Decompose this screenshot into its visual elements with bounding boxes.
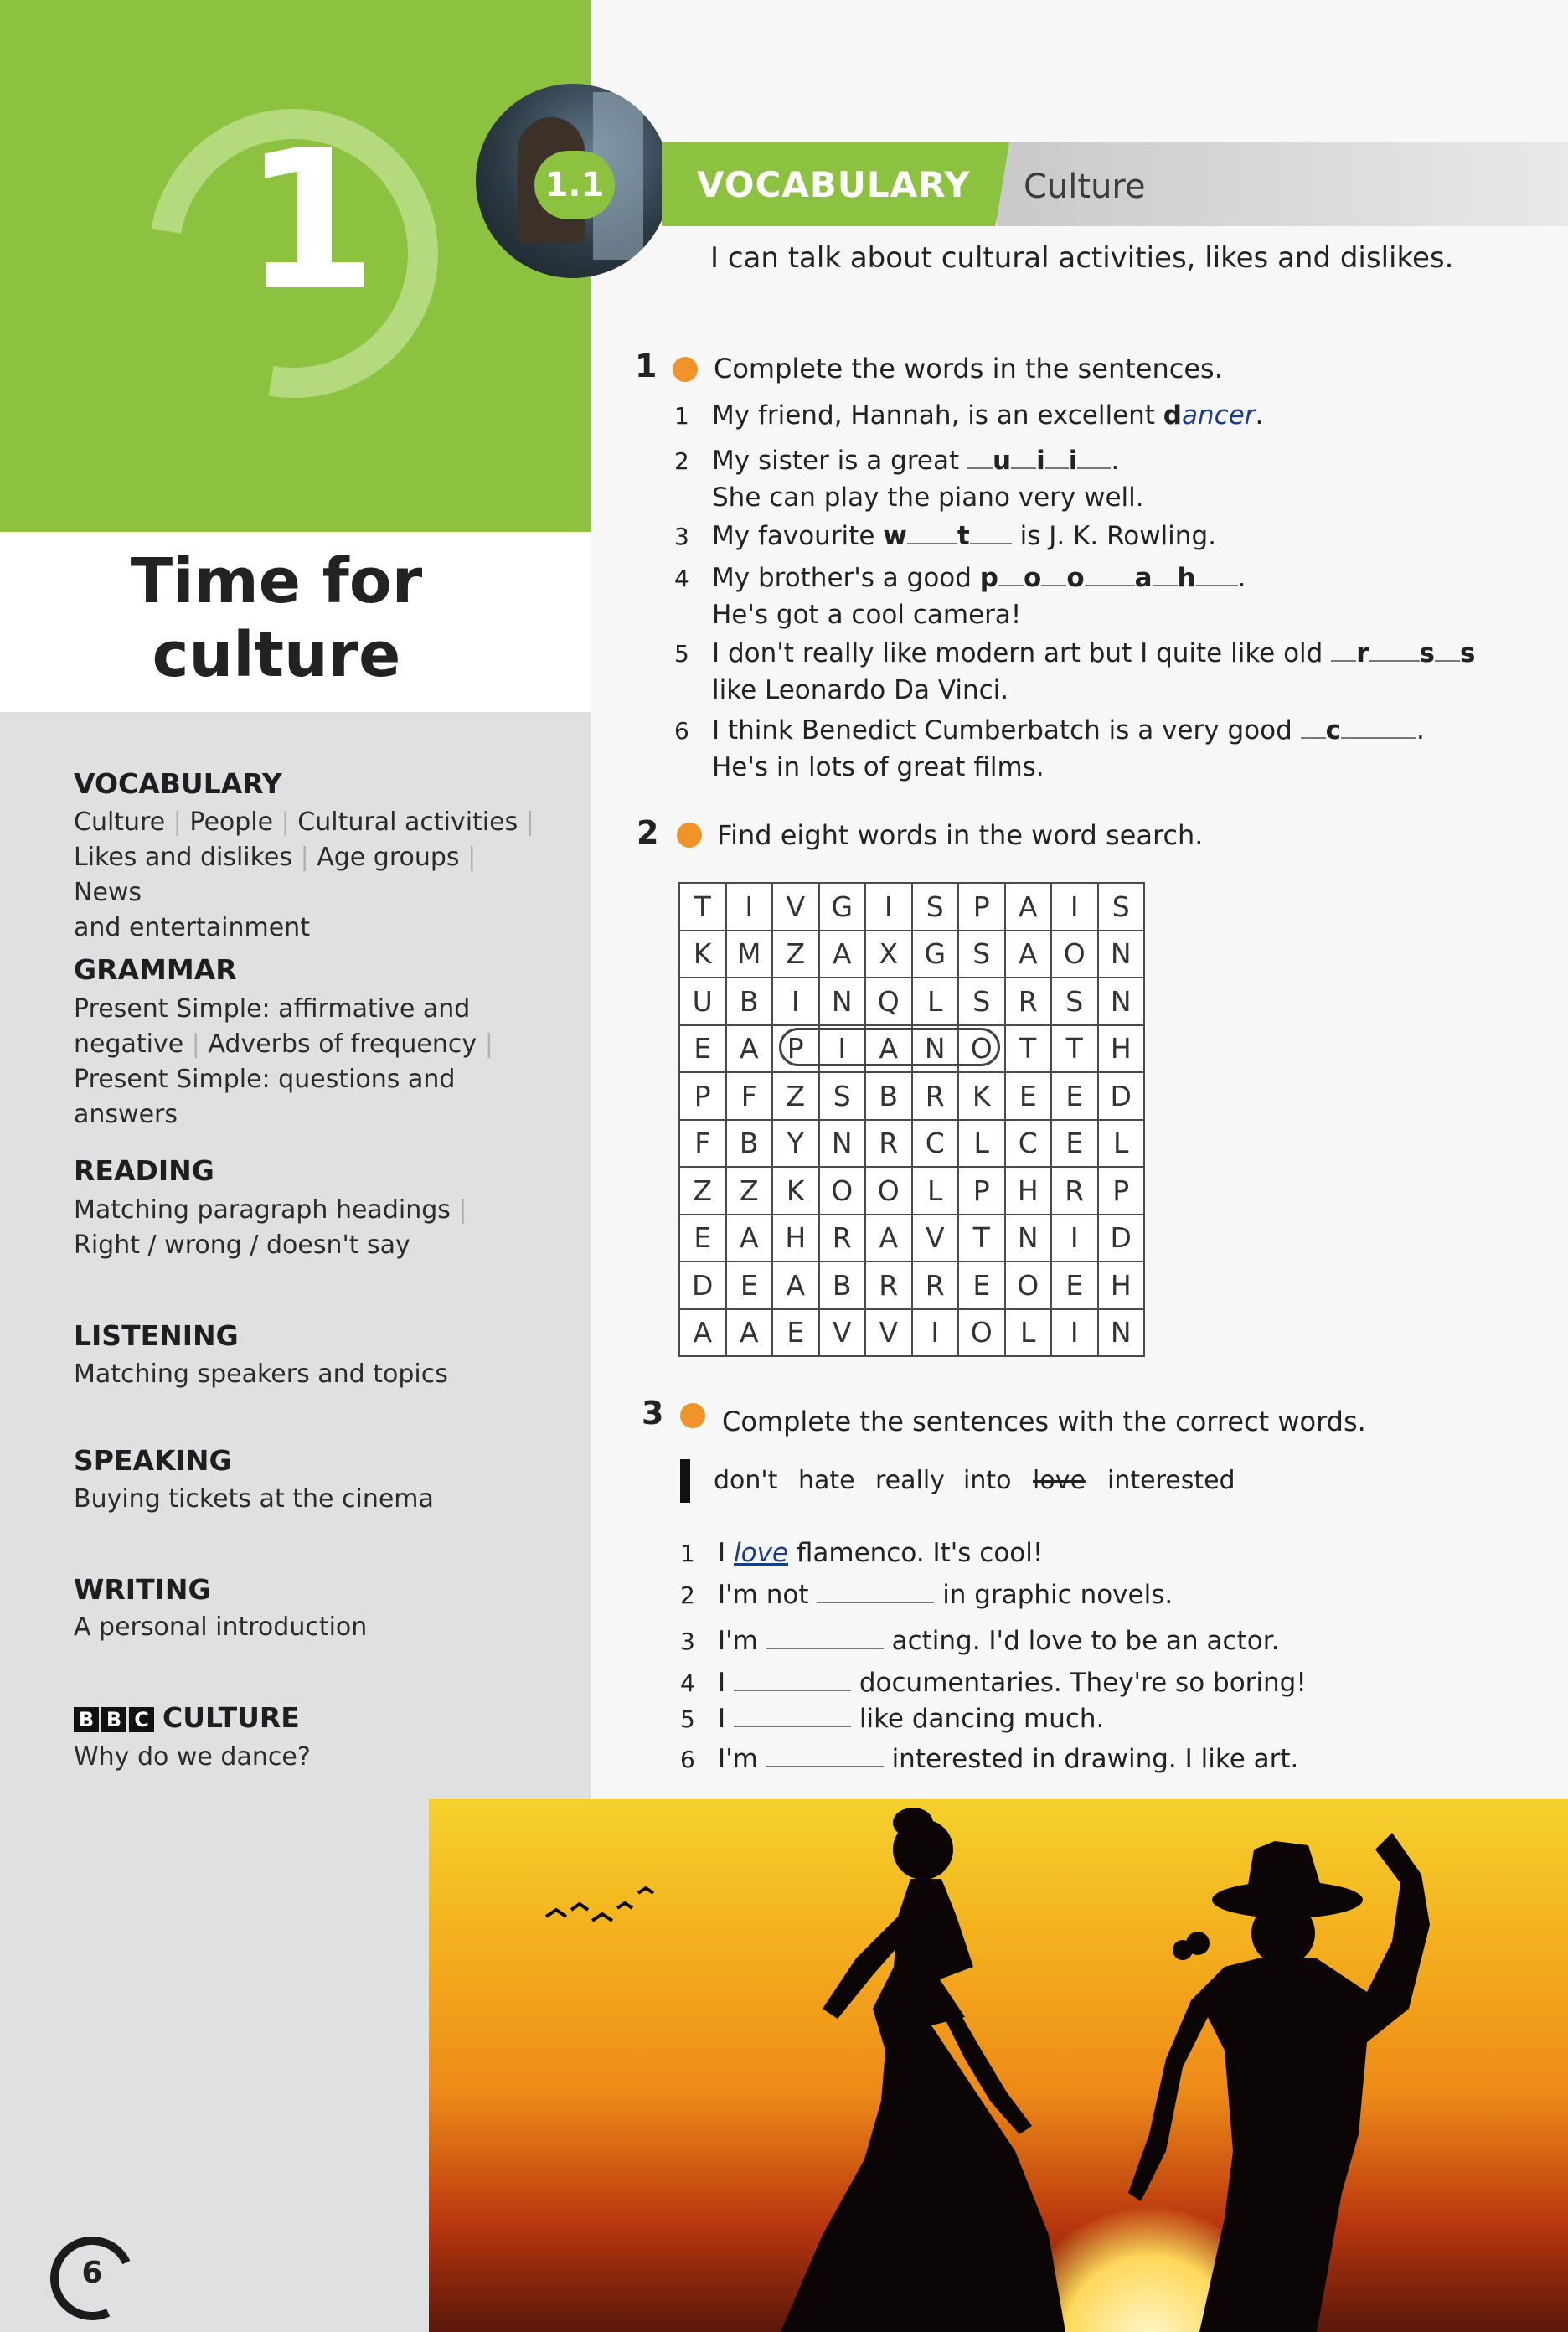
letter-blank[interactable] (1435, 637, 1460, 662)
bbc-logo-letter: B (74, 1707, 99, 1732)
word-search-cell[interactable]: Z (679, 1167, 726, 1215)
contents-line: Cultural activities (297, 807, 518, 837)
letter-blank[interactable] (1341, 714, 1416, 739)
word-search-row (679, 1072, 1144, 1120)
word-search-cell[interactable]: S (1098, 883, 1145, 931)
word-search-cell[interactable]: U (679, 978, 726, 1025)
contents-line: People (189, 807, 274, 837)
word-search-grid[interactable] (678, 882, 1145, 1357)
word-search-cell[interactable]: H (1098, 1261, 1145, 1309)
word-search-cell[interactable]: R (1051, 1167, 1098, 1215)
exercise-1-number: 1 (635, 348, 658, 384)
word-search-cell[interactable]: R (819, 1215, 866, 1262)
word-search-cell[interactable]: Z (772, 1072, 819, 1120)
contents-culture-text: Why do we dance? (74, 1742, 311, 1772)
word-bank-love: love (1033, 1466, 1086, 1495)
word-search-row (679, 1215, 1144, 1262)
exercise-2-number: 2 (637, 814, 659, 851)
item-number: 6 (674, 717, 689, 745)
word-search-cell[interactable]: T (958, 1215, 1005, 1262)
word-search-cell[interactable]: A (819, 931, 866, 978)
word-bank-into: into (963, 1466, 1012, 1495)
item-text: interested in drawing. I like art. (883, 1744, 1299, 1774)
contents-heading-vocabulary: VOCABULARY (74, 767, 282, 800)
contents-vocabulary-text: Culture | People | Cultural activities | Likes and dislikes | Age groups | News and entertainment (74, 807, 534, 942)
word-search-cell[interactable]: I (1051, 883, 1098, 931)
exercise-1-instruction: Complete the words in the sentences. (714, 353, 1223, 384)
answer-blank[interactable] (766, 1742, 884, 1767)
given-letter: r (1356, 638, 1369, 668)
word-search-cell[interactable]: O (819, 1167, 866, 1215)
word-search-cell[interactable]: C (1005, 1120, 1052, 1168)
word-search-cell[interactable]: V (865, 1309, 912, 1357)
exercise-dot-icon (680, 1403, 705, 1428)
word-search-cell[interactable]: O (958, 1309, 1005, 1357)
word-search-cell[interactable]: A (726, 1215, 773, 1262)
exercise-dot-icon (677, 823, 702, 848)
contents-heading-listening: LISTENING (74, 1319, 239, 1352)
given-letter: t (957, 521, 970, 551)
word-search-cell[interactable]: A (1005, 931, 1052, 978)
section-label: VOCABULARY (697, 164, 971, 205)
word-search-cell[interactable]: Z (726, 1167, 773, 1215)
word-search-cell[interactable]: N (819, 1120, 866, 1168)
word-search-cell[interactable]: N (1098, 931, 1145, 978)
letter-blank[interactable] (1331, 637, 1356, 662)
item-number: 3 (680, 1628, 695, 1655)
item-text: I think Benedict Cumberbatch is a very good (712, 715, 1292, 746)
word-search-cell[interactable]: H (772, 1215, 819, 1262)
woman-dancer-silhouette (781, 1808, 1065, 2332)
letter-blank[interactable] (998, 561, 1024, 586)
item-text: documentaries. They're so boring! (851, 1668, 1307, 1698)
bbc-logo-letter: B (101, 1707, 126, 1732)
word-search-cell[interactable]: K (772, 1167, 819, 1215)
word-search-cell[interactable]: Z (772, 931, 819, 978)
word-search-cell[interactable]: S (1051, 978, 1098, 1025)
given-letter: i (1036, 446, 1045, 476)
word-search-cell[interactable]: D (1098, 1215, 1145, 1262)
word-search-row (679, 1309, 1144, 1357)
word-search-row (679, 931, 1144, 978)
word-search-cell[interactable]: I (1051, 1309, 1098, 1357)
word-search-cell[interactable]: H (1005, 1167, 1052, 1215)
word-search-cell[interactable]: N (1098, 1309, 1145, 1357)
ex1-item-6[interactable]: 6 I think Benedict Cumberbatch is a very good c . (674, 712, 1425, 750)
given-letter: o (1066, 563, 1085, 593)
bbc-logo-letter: C (129, 1707, 154, 1732)
letter-blank[interactable] (970, 519, 1012, 544)
word-search-cell[interactable]: E (958, 1261, 1005, 1309)
given-letter: s (1419, 638, 1435, 668)
item-number: 3 (674, 523, 689, 550)
ex3-item-6[interactable] (680, 1741, 1298, 1778)
item-text: I'm not (718, 1580, 818, 1610)
contents-line: and entertainment (74, 913, 310, 942)
ex3-item-4[interactable] (680, 1664, 1307, 1702)
word-search-cell[interactable]: N (912, 1025, 959, 1073)
item-number: 4 (680, 1669, 695, 1697)
given-letter: c (1325, 715, 1341, 746)
word-search-cell[interactable]: L (1098, 1120, 1145, 1168)
contents-heading-speaking: SPEAKING (74, 1444, 232, 1477)
letter-blank[interactable] (1011, 444, 1036, 469)
word-search-cell[interactable]: L (912, 978, 959, 1025)
word-search-cell[interactable]: N (1098, 978, 1145, 1025)
answer-blank[interactable] (734, 1702, 851, 1727)
word-search-cell[interactable]: E (679, 1215, 726, 1262)
word-search-cell[interactable]: I (865, 883, 912, 931)
word-search-cell[interactable]: T (1051, 1025, 1098, 1073)
word-search-cell[interactable]: Q (865, 978, 912, 1025)
word-search-cell[interactable]: E (679, 1025, 726, 1073)
word-search-cell[interactable]: T (1005, 1025, 1052, 1073)
word-search-cell[interactable]: B (819, 1261, 866, 1309)
item-text: I don't really like modern art but I quite like old (712, 638, 1323, 668)
word-bank-marker (680, 1459, 690, 1503)
ex1-item-3[interactable] (674, 518, 1216, 555)
item-number: 1 (680, 1540, 695, 1567)
word-search-cell[interactable]: P (679, 1072, 726, 1120)
letter-blank[interactable] (1196, 561, 1238, 586)
topic-label: Culture (1024, 168, 1146, 206)
item-number: 1 (674, 402, 689, 430)
letter-blank[interactable] (1369, 637, 1420, 662)
man-dancer-silhouette (1128, 1833, 1430, 2332)
item-number: 5 (674, 640, 689, 668)
flamenco-dancers-photo (429, 1799, 1568, 2332)
word-search-cell[interactable]: R (912, 1261, 959, 1309)
item-number: 4 (674, 565, 689, 592)
given-letter: d (1163, 400, 1182, 431)
word-search-row (679, 1167, 1144, 1215)
word-search-cell[interactable]: O (958, 1025, 1005, 1073)
word-search-cell[interactable]: V (819, 1309, 866, 1357)
item-text: My favourite (712, 521, 884, 551)
bbc-logo (74, 1707, 154, 1732)
ex1-item-4[interactable]: 4 My brother's a good p o o a h . (674, 560, 1246, 597)
item-text: I (718, 1668, 734, 1698)
contents-line: Culture (74, 807, 166, 837)
word-search-cell[interactable]: P (772, 1025, 819, 1073)
contents-reading-text: Matching paragraph headings | Right / wrong / doesn't say (74, 1195, 467, 1260)
dancer-silhouettes (429, 1799, 1568, 2332)
contents-listening-text: Matching speakers and topics (74, 1359, 448, 1389)
word-search-cell[interactable]: F (679, 1120, 726, 1168)
word-search-cell[interactable]: A (679, 1309, 726, 1357)
contents-line: Age groups (317, 843, 460, 872)
item-text: . (1255, 400, 1264, 431)
lesson-number-badge: 1.1 (534, 151, 615, 219)
letter-blank[interactable] (1301, 714, 1326, 739)
item-number: 2 (674, 447, 689, 475)
given-letter: w (883, 521, 907, 551)
contents-line: Adverbs of frequency (208, 1029, 477, 1059)
word-search-cell[interactable]: S (958, 931, 1005, 978)
word-search-cell[interactable]: H (1098, 1025, 1145, 1073)
word-search-cell[interactable]: A (1005, 883, 1052, 931)
word-search-cell[interactable]: E (772, 1309, 819, 1357)
page-number: 6 (81, 2256, 103, 2290)
word-search-cell[interactable]: A (865, 1215, 912, 1262)
given-letter: u (992, 446, 1012, 476)
contents-line: Right / wrong / doesn't say (74, 1230, 410, 1260)
contents-heading-grammar: GRAMMAR (74, 953, 237, 986)
word-search-cell[interactable]: B (726, 978, 773, 1025)
word-search-cell[interactable]: R (865, 1120, 912, 1168)
word-search-cell[interactable]: A (772, 1261, 819, 1309)
unit-title (67, 544, 486, 692)
given-letter: p (979, 563, 998, 593)
ex3-item-5[interactable] (680, 1700, 1104, 1738)
item-number: 6 (680, 1746, 695, 1773)
contents-line: Likes and dislikes (74, 843, 293, 872)
word-search-cell[interactable]: S (958, 978, 1005, 1025)
given-letter: i (1068, 446, 1078, 476)
word-search-cell[interactable]: M (726, 931, 773, 978)
item-text: I'm (718, 1626, 766, 1656)
given-letter: h (1177, 563, 1196, 593)
given-letter: o (1024, 563, 1042, 593)
word-search-cell[interactable]: X (865, 931, 912, 978)
exercise-3-number: 3 (642, 1395, 664, 1432)
word-search-cell[interactable]: I (912, 1309, 959, 1357)
contents-heading-culture (74, 1701, 300, 1734)
item-text: like dancing much. (851, 1704, 1105, 1734)
ex1-item-2[interactable]: 2 My sister is a great u i i . (674, 442, 1119, 480)
word-search-cell[interactable]: O (1051, 931, 1098, 978)
exercise-2-instruction: Find eight words in the word search. (717, 819, 1204, 851)
letter-blank[interactable] (1085, 561, 1135, 586)
word-search-cell[interactable]: L (912, 1167, 959, 1215)
word-search-cell[interactable]: P (958, 883, 1005, 931)
word-search-cell[interactable]: L (1005, 1309, 1052, 1357)
item-text: My friend, Hannah, is an excellent (712, 400, 1163, 431)
letter-blank[interactable] (1153, 561, 1178, 586)
word-search-cell[interactable]: E (1051, 1072, 1098, 1120)
item-text: I (718, 1538, 734, 1568)
word-search-row (679, 1120, 1144, 1168)
contents-heading-writing: WRITING (74, 1573, 211, 1606)
item-text: is J. K. Rowling. (1019, 521, 1216, 551)
exercise-3-instruction: Complete the sentences with the correct words. (722, 1406, 1366, 1437)
item-text: I (718, 1704, 734, 1734)
unit-title-line-2: culture (152, 619, 401, 691)
ex1-item-5[interactable] (674, 635, 1475, 673)
item-text: flamenco. It's cool! (788, 1538, 1044, 1568)
word-search-cell[interactable]: C (912, 1120, 959, 1168)
word-search-cell[interactable]: D (679, 1261, 726, 1309)
word-search-cell[interactable]: T (679, 883, 726, 931)
word-search-cell[interactable]: F (726, 1072, 773, 1120)
word-search-cell[interactable]: L (958, 1120, 1005, 1168)
word-bank-interested: interested (1107, 1466, 1235, 1495)
word-search-cell[interactable]: V (772, 883, 819, 931)
word-search-cell[interactable]: B (726, 1120, 773, 1168)
word-search-row (679, 1261, 1144, 1309)
word-search-cell[interactable]: I (819, 1025, 866, 1073)
ex1-item-2-line-2: She can play the piano very well. (712, 482, 1144, 513)
contents-writing-text: A personal introduction (74, 1612, 368, 1642)
word-search-cell[interactable]: Y (772, 1120, 819, 1168)
unit-title-line-1: Time for (130, 545, 423, 617)
ex3-item-3[interactable] (680, 1623, 1279, 1660)
item-text: in graphic novels. (934, 1580, 1173, 1610)
item-text: I'm (718, 1744, 766, 1774)
contents-line: Matching paragraph headings (74, 1195, 451, 1225)
contents-heading-reading: READING (74, 1154, 214, 1187)
given-letter: a (1134, 563, 1153, 593)
word-search-cell[interactable]: K (679, 931, 726, 978)
word-bank-really: really (875, 1466, 945, 1495)
word-search-cell[interactable]: O (865, 1167, 912, 1215)
word-search-row (679, 883, 1144, 931)
item-number: 2 (680, 1581, 695, 1609)
word-search-cell[interactable]: P (958, 1167, 1005, 1215)
culture-heading-text: CULTURE (162, 1701, 300, 1734)
word-search-cell[interactable]: O (1005, 1261, 1052, 1309)
item-text: acting. I'd love to be an actor. (883, 1626, 1280, 1656)
birds-silhouette (546, 1888, 653, 1921)
item-text: My brother's a good (712, 563, 980, 593)
contents-grammar-text: Present Simple: affirmative and negative | Adverbs of frequency | Present Simple: questions and answers (74, 994, 493, 1129)
example-answer: ancer (1182, 400, 1256, 431)
ex1-item-5-line-2: like Leonardo Da Vinci. (712, 675, 1009, 705)
item-text: My sister is a great (712, 446, 960, 476)
chapter-number: 1 (243, 110, 378, 333)
letter-blank[interactable] (967, 444, 993, 469)
word-search-cell[interactable]: A (726, 1309, 773, 1357)
word-search-cell[interactable]: D (1098, 1072, 1145, 1120)
answer-blank[interactable] (766, 1624, 884, 1649)
word-search-cell[interactable]: E (1051, 1261, 1098, 1309)
example-word-circle (779, 1028, 1000, 1066)
word-bank-hate: hate (798, 1466, 855, 1495)
contents-line: Present Simple: affirmative and (74, 994, 471, 1024)
word-search-cell[interactable]: R (1005, 978, 1052, 1025)
word-search-cell[interactable]: A (865, 1025, 912, 1073)
word-search-cell[interactable]: P (1098, 1167, 1145, 1215)
word-search-cell[interactable]: E (726, 1261, 773, 1309)
word-search-cell[interactable]: G (819, 883, 866, 931)
word-search-cell[interactable]: I (1051, 1215, 1098, 1262)
word-search-cell[interactable]: R (865, 1261, 912, 1309)
word-search-cell[interactable]: E (1051, 1120, 1098, 1168)
letter-blank[interactable] (1045, 444, 1069, 469)
ex3-item-1 (680, 1535, 1043, 1572)
item-number: 5 (680, 1705, 695, 1733)
letter-blank[interactable] (907, 519, 957, 544)
word-search-cell[interactable]: R (912, 1072, 959, 1120)
word-search-cell[interactable]: I (726, 883, 773, 931)
word-search-cell[interactable]: S (819, 1072, 866, 1120)
word-search-cell[interactable]: N (1005, 1215, 1052, 1262)
answer-blank[interactable] (817, 1578, 934, 1603)
word-search-cell[interactable]: B (865, 1072, 912, 1120)
word-search-cell[interactable]: K (958, 1072, 1005, 1120)
contents-line: News (74, 878, 142, 907)
given-letter: s (1459, 638, 1476, 668)
word-search-cell[interactable]: S (912, 883, 959, 931)
ex1-item-4-line-2: He's got a cool camera! (712, 600, 1022, 630)
word-search-cell[interactable]: I (772, 978, 819, 1025)
word-search-cell[interactable]: A (726, 1025, 773, 1073)
letter-blank[interactable] (1041, 561, 1066, 586)
contents-speaking-text: Buying tickets at the cinema (74, 1484, 434, 1514)
word-search-cell[interactable]: E (1005, 1072, 1052, 1120)
word-search-cell[interactable]: G (912, 931, 959, 978)
word-search-cell[interactable]: N (819, 978, 866, 1025)
ex1-item-6-line-2: He's in lots of great films. (712, 752, 1044, 782)
example-answer: love (734, 1538, 788, 1568)
word-bank-dont: don't (714, 1466, 778, 1495)
ex1-item-1 (674, 397, 1263, 435)
contents-line: Present Simple: questions and answers (74, 1065, 456, 1129)
letter-blank[interactable] (1077, 444, 1111, 469)
lesson-objective: I can talk about cultural activities, likes and dislikes. (710, 241, 1454, 275)
word-search-row (679, 978, 1144, 1025)
ex3-item-2[interactable] (680, 1576, 1173, 1614)
answer-blank[interactable] (734, 1666, 851, 1691)
word-search-cell[interactable]: V (912, 1215, 959, 1262)
exercise-dot-icon (673, 357, 698, 382)
contents-line: negative (74, 1029, 184, 1059)
